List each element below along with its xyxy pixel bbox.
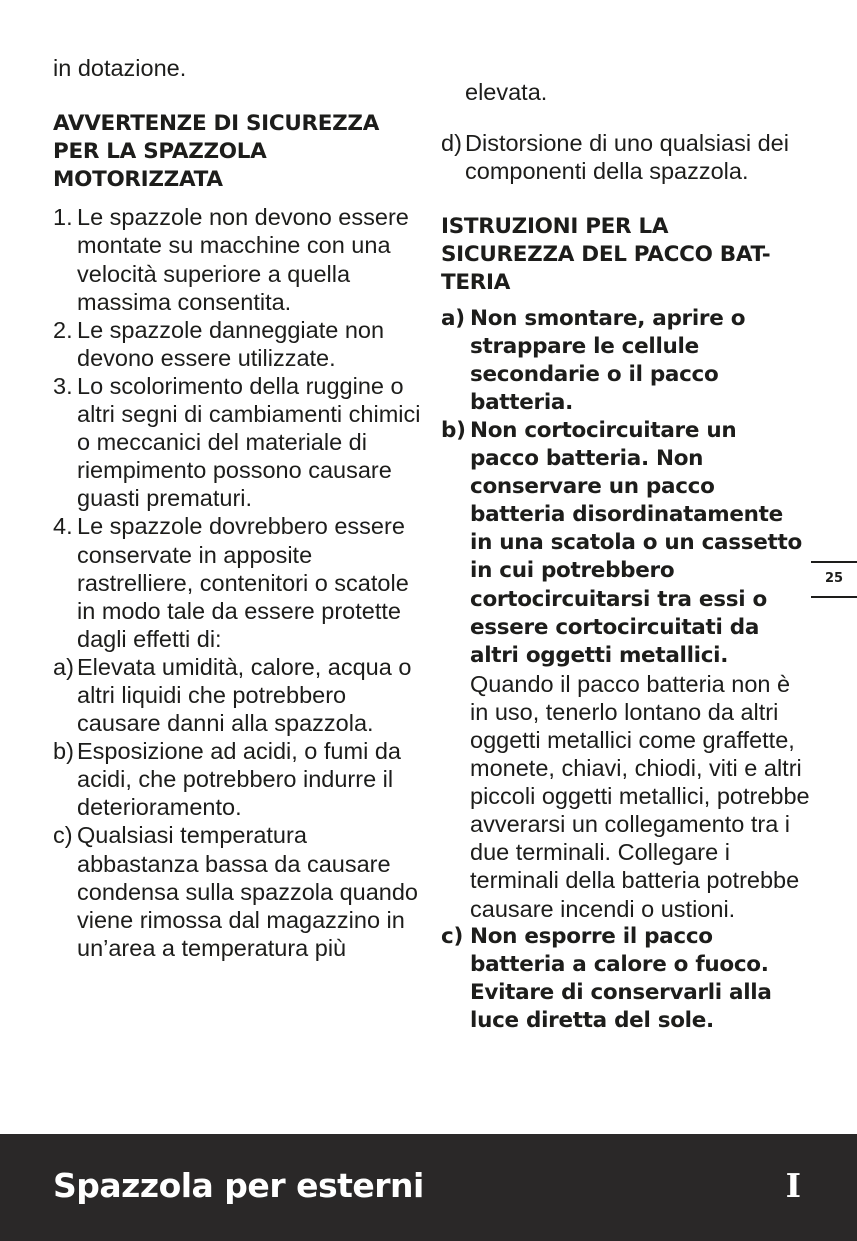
list-marker: b) <box>53 738 74 765</box>
list-marker: 1. <box>53 204 73 231</box>
language-marker: I <box>785 1166 801 1205</box>
battery-heading-line: SICUREZZA DEL PACCO BAT- <box>441 242 771 268</box>
list-text <box>470 305 811 417</box>
list-item <box>441 305 811 417</box>
list-text <box>470 923 811 1035</box>
list-bold-text: Non smontare, aprire o strappare le cellule secondarie o il pacco batteria. <box>470 305 746 415</box>
list-item <box>441 417 811 923</box>
battery-safety-heading <box>441 213 811 297</box>
list-marker: d) <box>441 130 462 157</box>
list-item <box>53 821 423 961</box>
left-column <box>53 54 423 962</box>
list-item <box>53 512 423 652</box>
item-c-continuation: elevata. <box>465 78 548 105</box>
list-text: Le spazzole non devono essere montate su macchine con una velocità superiore a quella massima consentita. <box>77 204 409 315</box>
list-text: Qualsiasi temperatura abbastanza bassa da causare condensa sulla spazzola quando viene rimossa dal magazzino in un’area a temperatura più <box>77 822 419 961</box>
list-normal-text: Quando il pacco batteria non è in uso, tenerlo lontano da altri oggetti metallici come graffette, monete, chiavi, chiodi, viti e altri piccoli oggetti metallici, potrebbe avverarsi un collegamento tra i due terminali. Collegare i terminali della batteria potrebbe causare incendi o ustioni. <box>470 670 810 922</box>
battery-heading-line: TERIA <box>441 270 511 296</box>
list-item <box>53 203 423 315</box>
footer-bar <box>0 1134 857 1241</box>
footer-title: Spazzola per esterni <box>53 1166 424 1205</box>
list-item <box>53 653 423 737</box>
list-text: Le spazzole danneggiate non devono essere utilizzate. <box>77 316 385 371</box>
list-text: Distorsione di uno qualsiasi dei componenti della spazzola. <box>465 130 789 185</box>
intro-continuation: in dotazione. <box>53 55 187 81</box>
battery-heading-line: ISTRUZIONI PER LA <box>441 214 669 240</box>
list-text: Le spazzole dovrebbero essere conservate in apposite rastrelliere, contenitori o scatole in modo tale da essere protette dagli effetti di: <box>77 513 409 652</box>
list-bold-text: Non cortocircuitare un pacco batteria. Non conservare un pacco batteria disordinatamente in una scatola o un cassetto in cui potrebbero cortocircuitarsi tra essi o essere cortocircuitati da altri oggetti metallici. <box>470 417 802 668</box>
list-item <box>53 316 423 372</box>
list-item <box>53 737 423 821</box>
right-column <box>441 54 811 1035</box>
list-item <box>53 372 423 512</box>
list-bold-text: Non esporre il pacco batteria a calore o fuoco. Evitare di conservarli alla luce diretta del sole. <box>470 923 772 1033</box>
list-marker: a) <box>441 305 465 331</box>
list-item <box>441 923 811 1035</box>
list-marker: c) <box>53 822 73 849</box>
list-marker: b) <box>441 417 466 443</box>
brush-safety-heading: AVVERTENZE DI SICUREZZA PER LA SPAZZOLA MOTORIZZATA <box>53 111 380 193</box>
list-marker: 2. <box>53 316 73 343</box>
list-text: Lo scolorimento della ruggine o altri segni di cambiamenti chimici o meccanici del materiale di riempimento possono causare guasti prematuri. <box>77 372 421 512</box>
list-marker: 3. <box>53 372 73 399</box>
list-text: Elevata umidità, calore, acqua o altri liquidi che potrebbero causare danni alla spazzola. <box>77 653 412 737</box>
page-number: 25 <box>811 561 857 598</box>
list-marker: 4. <box>53 513 73 540</box>
list-text: Esposizione ad acidi, o fumi da acidi, che potrebbero indurre il deterioramento. <box>77 738 401 821</box>
list-item <box>441 129 811 185</box>
list-marker: a) <box>53 653 74 680</box>
list-marker: c) <box>441 923 463 949</box>
list-text <box>470 417 811 923</box>
